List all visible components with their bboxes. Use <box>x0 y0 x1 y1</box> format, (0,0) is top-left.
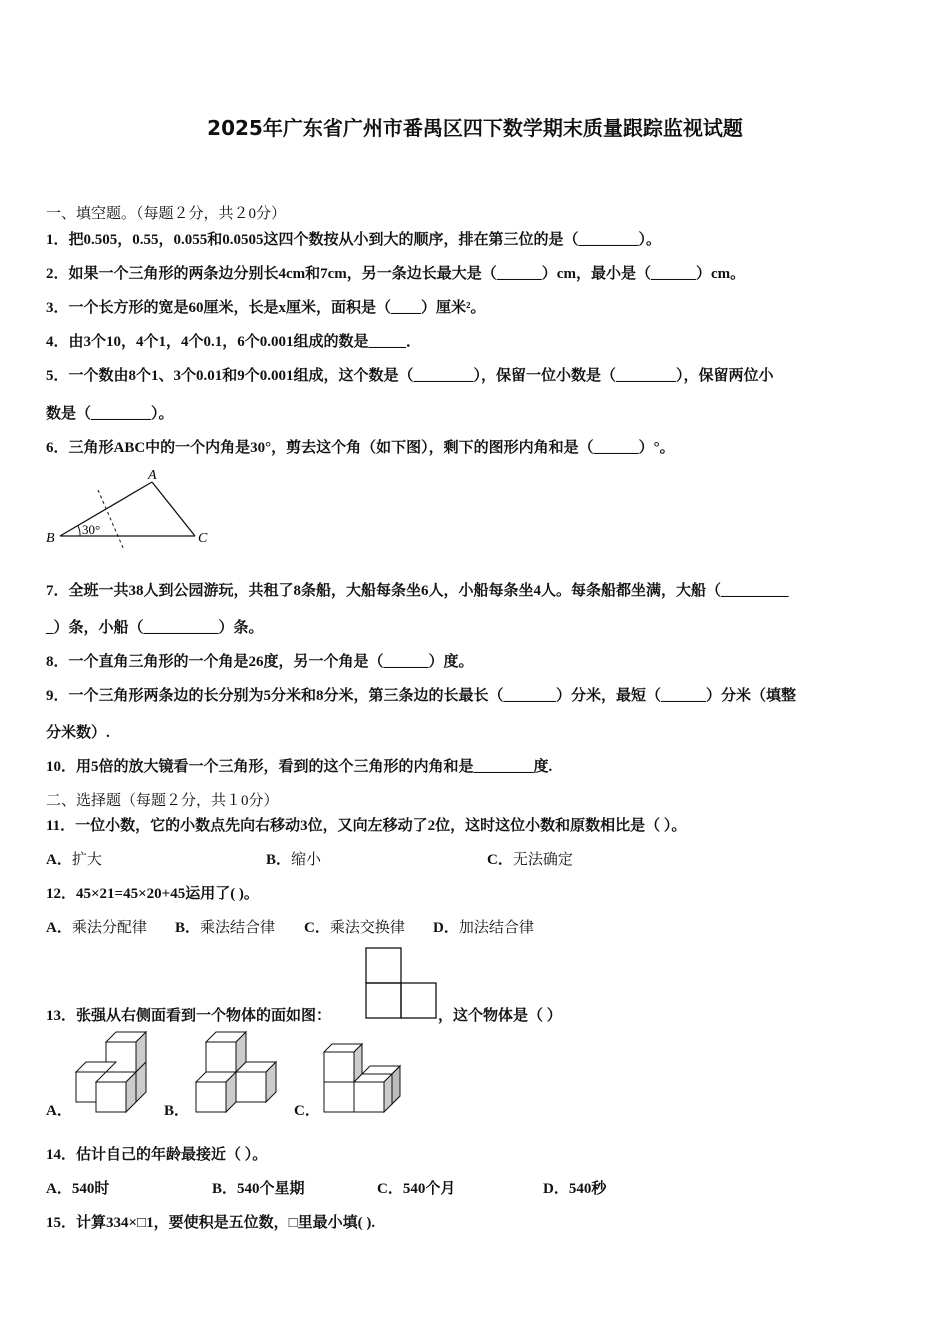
q14-option-b: B．540个星期 <box>212 1181 305 1197</box>
q12-option-a: A．乘法分配律 <box>46 920 147 936</box>
q14-option-d: D．540秒 <box>543 1181 607 1197</box>
question-3: 3．一个长方形的宽是60厘米，长是x厘米，面积是（____）厘米²。 <box>46 300 486 316</box>
section-choice: 二、选择题（每题２分，共１0分） <box>46 793 279 809</box>
q12-option-b: B．乘法结合律 <box>175 920 276 936</box>
q12-option-d: D．加法结合律 <box>433 920 534 936</box>
triangle-abc-figure <box>40 464 220 554</box>
section-fill-in: 一、填空题。（每题２分，共２0分） <box>46 206 287 222</box>
question-13-text-end: ，这个物体是（ ） <box>438 1008 562 1024</box>
q13-option-a-label: A． <box>46 1103 72 1119</box>
q11-option-a: A．扩大 <box>46 852 102 868</box>
question-7-line-1: 7．全班一共38人到公园游玩，共租了8条船，大船每条坐6人，小船每条坐4人。每条船都坐满，大船（_________ <box>46 583 789 599</box>
question-13-text: 13．张强从右侧面看到一个物体的面如图： <box>46 1008 332 1024</box>
q13-option-c-figure <box>322 1040 408 1116</box>
q14-option-a: A．540时 <box>46 1181 110 1197</box>
vertex-c-label: C <box>198 531 208 546</box>
question-9-line-2: 分米数）. <box>46 725 110 741</box>
q13-option-b-label: B． <box>164 1103 190 1119</box>
question-15: 15．计算334×□1，要使积是五位数，□里最小填( ). <box>46 1215 376 1231</box>
question-1: 1．把0.505，0.55，0.055和0.0505这四个数按从小到大的顺序，排在第三位的是（________）。 <box>46 232 662 248</box>
question-14: 14．估计自己的年龄最接近（ ）。 <box>46 1147 268 1163</box>
question-10: 10．用5倍的放大镜看一个三角形，看到的这个三角形的内角和是________度. <box>46 759 553 775</box>
question-8: 8．一个直角三角形的一个角是26度，另一个角是（______）度。 <box>46 654 474 670</box>
question-2: 2．如果一个三角形的两条边分别长4cm和7cm，另一条边长最大是（______）cm，最小是（______）cm。 <box>46 266 746 282</box>
question-6: 6．三角形ABC中的一个内角是30°，剪去这个角（如下图），剩下的图形内角和是（______）°。 <box>46 440 675 456</box>
angle-label: 30° <box>82 522 101 537</box>
q13-option-c-label: C． <box>294 1103 320 1119</box>
vertex-b-label: B <box>46 531 55 546</box>
q11-option-c: C．无法确定 <box>487 852 573 868</box>
side-view-figure <box>364 946 440 1020</box>
question-11: 11．一位小数，它的小数点先向右移动3位，又向左移动了2位，这时这位小数和原数相比是（ ）。 <box>46 818 687 834</box>
question-5-line-1: 5．一个数由8个1、3个0.01和9个0.001组成，这个数是（________），保留一位小数是（________），保留两位小 <box>46 368 774 384</box>
q12-option-c: C．乘法交换律 <box>304 920 405 936</box>
page-title: 2025年广东省广州市番禺区四下数学期末质量跟踪监视试题 <box>207 116 743 140</box>
question-9-line-1: 9．一个三角形两条边的长分别为5分米和8分米，第三条边的长最长（_______）分米，最短（______）分米（填整 <box>46 688 797 704</box>
question-12: 12．45×21=45×20+45运用了( )。 <box>46 886 259 902</box>
vertex-a-label: A <box>148 468 157 483</box>
question-4: 4．由3个10，4个1，4个0.1，6个0.001组成的数是_____． <box>46 334 422 350</box>
question-5-line-2: 数是（________）。 <box>46 406 174 422</box>
q13-option-b-figure <box>192 1030 278 1116</box>
q14-option-c: C．540个月 <box>377 1181 456 1197</box>
q11-option-b: B．缩小 <box>266 852 322 868</box>
question-7-line-2: _）条，小船（__________）条。 <box>46 620 264 636</box>
q13-option-a-figure <box>74 1030 152 1116</box>
